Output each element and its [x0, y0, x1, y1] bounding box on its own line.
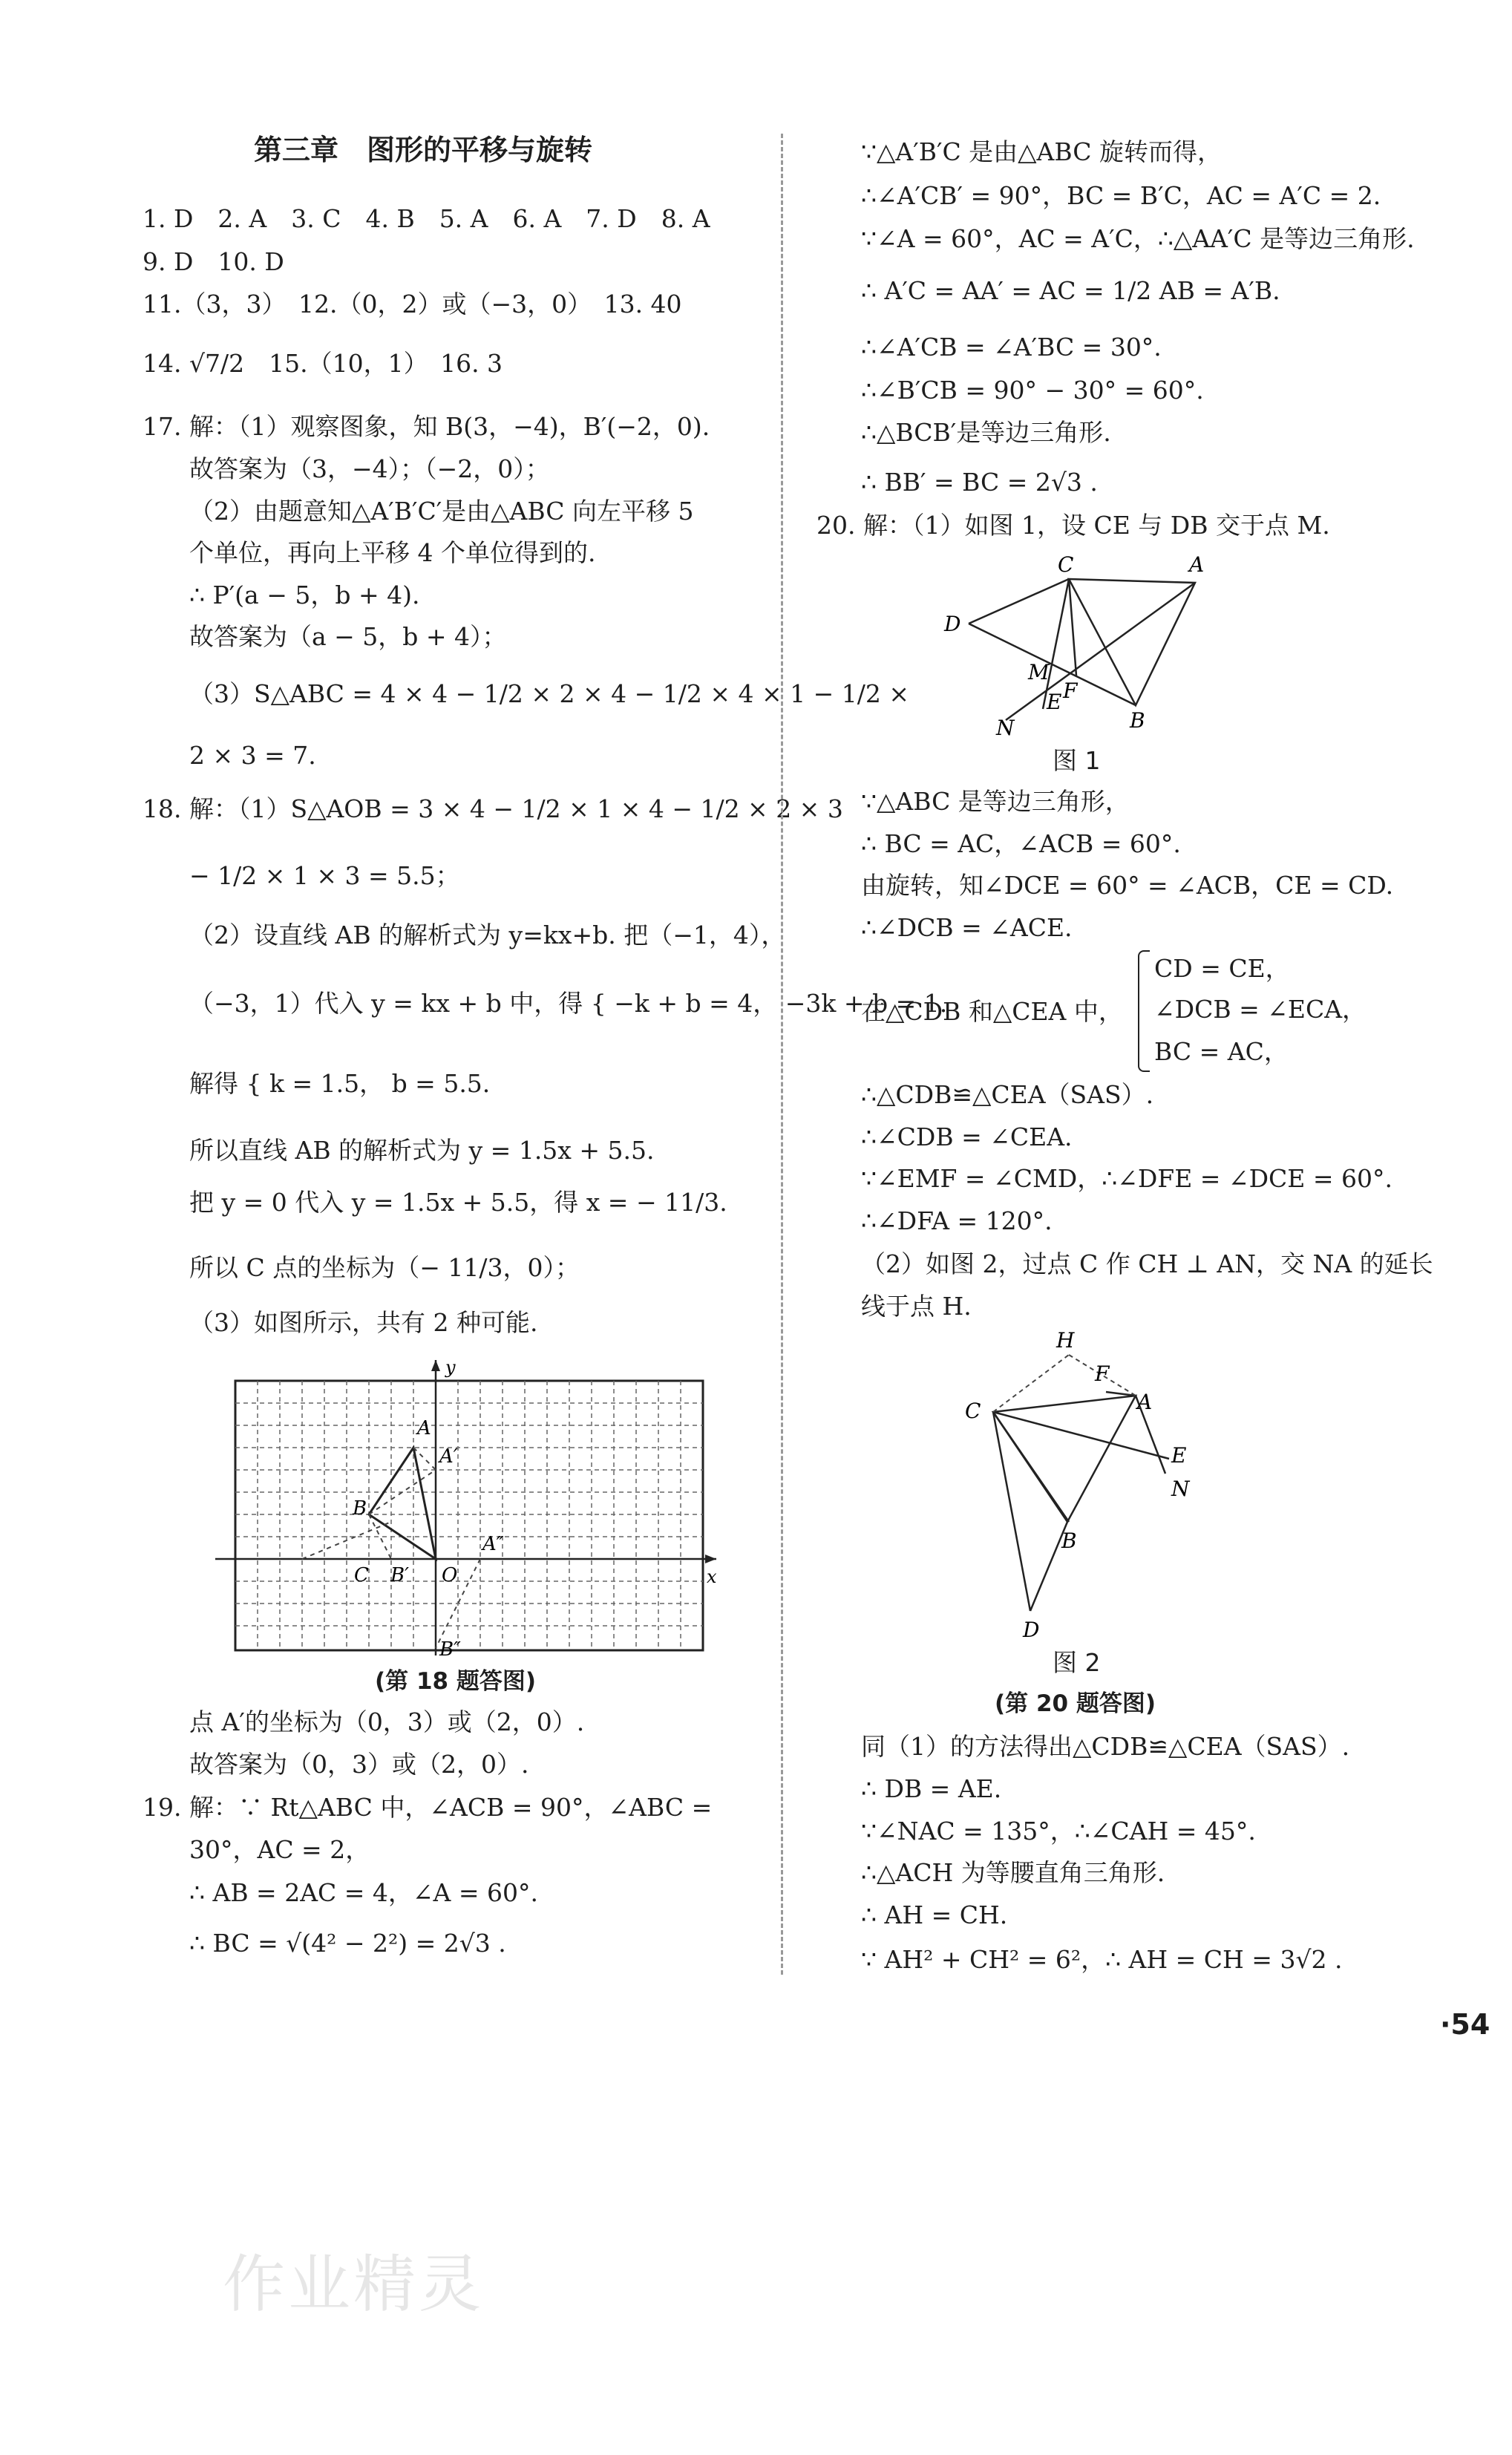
answer-line: ∵ AH² + CH² = 6²，∴ AH = CH = 3√2 .: [861, 1945, 1343, 1974]
answer-line: 点 A′的坐标为（0，3）或（2，0）.: [189, 1707, 585, 1736]
answer-line: 把 y = 0 代入 y = 1.5x + 5.5，得 x = − 11/3.: [189, 1188, 727, 1217]
answer-line: （3）S△ABC = 4 × 4 − 1/2 × 2 × 4 − 1/2 × 4 × 1 − 1/2 ×: [189, 679, 910, 708]
fig18-label-A2: A″: [482, 1533, 504, 1555]
answer-line: 个单位，再向上平移 4 个单位得到的.: [189, 538, 596, 567]
figure-1: [935, 549, 1232, 742]
answer-line: ∴ BC = AC，∠ACB = 60°.: [861, 829, 1181, 858]
chapter-title: 第三章 图形的平移与旋转: [254, 134, 593, 166]
fig1-caption: 图 1: [1053, 746, 1101, 775]
fig1-label-M: M: [1028, 660, 1050, 684]
answer-line: （3）如图所示，共有 2 种可能.: [189, 1308, 538, 1337]
fig18-label-A1: A′: [439, 1445, 458, 1468]
answer-line: 9. D 10. D: [143, 247, 284, 276]
fig2-label-B: B: [1061, 1529, 1077, 1553]
answer-line: 在△CDB 和△CEA 中，: [861, 997, 1123, 1026]
answer-line: 由旋转，知∠DCE = 60° = ∠ACB，CE = CD.: [861, 871, 1394, 900]
fig1-label-F: F: [1063, 679, 1078, 703]
fig2-label-E: E: [1171, 1443, 1187, 1468]
fig18-label-B: B: [353, 1497, 367, 1520]
answer-line: 1. D 2. A 3. C 4. B 5. A 6. A 7. D 8. A: [143, 204, 710, 233]
answer-line: ∴∠A′CB′ = 90°，BC = B′C，AC = A′C = 2.: [861, 181, 1381, 210]
answer-line: ∴ BB′ = BC = 2√3 .: [861, 468, 1098, 497]
figure-18-grid: [200, 1351, 720, 1663]
answer-line: ∴△CDB≌△CEA（SAS）.: [861, 1080, 1154, 1109]
fig18-label-x: x: [707, 1566, 717, 1587]
answer-line: 所以直线 AB 的解析式为 y = 1.5x + 5.5.: [189, 1136, 655, 1165]
answer-line: ∴ DB = AE.: [861, 1774, 1002, 1803]
page-number: ·54: [1440, 2008, 1490, 2041]
column-divider: [781, 134, 783, 1975]
answer-line: ∴ AB = 2AC = 4，∠A = 60°.: [189, 1878, 538, 1907]
answer-line: 故答案为（0，3）或（2，0）.: [189, 1750, 529, 1779]
answer-line: ∴△ACH 为等腰直角三角形.: [861, 1858, 1165, 1887]
fig18-label-A: A: [417, 1417, 431, 1439]
answer-line: ∴∠CDB = ∠CEA.: [861, 1122, 1073, 1151]
answer-line: ∵∠NAC = 135°，∴∠CAH = 45°.: [861, 1817, 1256, 1846]
fig18-label-B1: B′: [390, 1564, 410, 1586]
fig2-caption: 图 2: [1053, 1648, 1101, 1677]
answer-line: 14. √7/2 15.（10，1） 16. 3: [143, 349, 503, 378]
answer-line: ∵∠A = 60°，AC = A′C，∴△AA′C 是等边三角形.: [861, 224, 1415, 253]
answer-line: ∴∠DFA = 120°.: [861, 1206, 1053, 1235]
answer-line: − 1/2 × 1 × 3 = 5.5；: [189, 861, 460, 890]
fig2-label-C: C: [965, 1399, 981, 1423]
answer-line: 18. 解：（1）S△AOB = 3 × 4 − 1/2 × 1 × 4 − 1/2 × 2 × 3: [143, 794, 843, 823]
fig18-caption: (第 18 题答图): [375, 1668, 537, 1695]
fig2-label-F: F: [1095, 1361, 1110, 1386]
answer-line: ∴∠B′CB = 90° − 30° = 60°.: [861, 376, 1204, 405]
fig1-label-E: E: [1047, 690, 1062, 714]
fig18-label-O: O: [442, 1564, 458, 1586]
answer-line: （2）设直线 AB 的解析式为 y=kx+b. 把（−1，4），: [189, 921, 786, 949]
answer-line: 30°，AC = 2，: [189, 1835, 370, 1864]
fig1-label-N: N: [996, 716, 1015, 740]
answer-line: 2 × 3 = 7.: [189, 741, 316, 770]
fig2-label-N: N: [1171, 1477, 1190, 1501]
answer-line: 同（1）的方法得出△CDB≌△CEA（SAS）.: [861, 1732, 1350, 1761]
fig1-label-D: D: [944, 612, 961, 636]
answer-line: （−3，1）代入 y = kx + b 中，得 { −k + b = 4， −3k + b = 1.: [189, 989, 948, 1018]
answer-line: ∵△A′B′C 是由△ABC 旋转而得，: [861, 137, 1222, 166]
figure-2: [950, 1321, 1247, 1641]
answer-line: （2）如图 2，过点 C 作 CH ⊥ AN，交 NA 的延长: [861, 1249, 1433, 1278]
fig18-label-B2: B″: [439, 1638, 461, 1661]
fig1-label-B: B: [1130, 708, 1145, 733]
answer-line: ∴ AH = CH.: [861, 1900, 1008, 1929]
answer-line: 19. 解：∵ Rt△ABC 中，∠ACB = 90°，∠ABC =: [143, 1793, 713, 1822]
answer-line: 故答案为（3，−4）；（−2，0）；: [189, 454, 550, 483]
fig18-label-y: y: [445, 1357, 456, 1378]
answer-line: CD = CE，: [1154, 954, 1290, 983]
fig2-label-D: D: [1023, 1618, 1040, 1641]
answer-line: 11.（3，3） 12.（0，2）或（−3，0） 13. 40: [143, 290, 682, 318]
fig18-label-C: C: [354, 1564, 369, 1586]
watermark: 作业精灵: [223, 2248, 485, 2321]
answer-line: ∴ BC = √(4² − 2²) = 2√3 .: [189, 1929, 506, 1958]
answer-line: ∵△ABC 是等边三角形，: [861, 787, 1130, 816]
answer-line: ∴∠A′CB = ∠A′BC = 30°.: [861, 333, 1162, 362]
answer-line: 解得 { k = 1.5， b = 5.5.: [189, 1069, 491, 1098]
fig2-label-A: A: [1137, 1390, 1153, 1414]
answer-line: 线于点 H.: [861, 1292, 972, 1321]
answer-line: 所以 C 点的坐标为（− 11/3，0）；: [189, 1253, 580, 1282]
answer-line: （2）由题意知△A′B′C′是由△ABC 向左平移 5: [189, 497, 694, 526]
fig20-caption: (第 20 题答图): [995, 1690, 1156, 1717]
answer-line: ∴∠DCB = ∠ACE.: [861, 913, 1073, 942]
answer-line: ∴ A′C = AA′ = AC = 1/2 AB = A′B.: [861, 276, 1280, 305]
answer-line: ∠DCB = ∠ECA，: [1154, 995, 1367, 1024]
answer-line: 20. 解：（1）如图 1，设 CE 与 DB 交于点 M.: [816, 511, 1330, 540]
answer-line: 故答案为（a − 5，b + 4）；: [189, 622, 507, 651]
answer-line: ∴ P′(a − 5，b + 4).: [189, 581, 420, 609]
system-brace: [1138, 950, 1150, 1072]
answer-line: ∴△BCB′是等边三角形.: [861, 418, 1111, 447]
fig1-label-C: C: [1058, 552, 1074, 577]
answer-line: BC = AC，: [1154, 1037, 1289, 1066]
answer-line: 17. 解：（1）观察图象，知 B(3，−4)，B′(−2，0).: [143, 412, 710, 441]
answer-line: ∵∠EMF = ∠CMD，∴∠DFE = ∠DCE = 60°.: [861, 1164, 1392, 1193]
fig1-label-A: A: [1189, 552, 1205, 577]
fig2-label-H: H: [1056, 1328, 1075, 1353]
